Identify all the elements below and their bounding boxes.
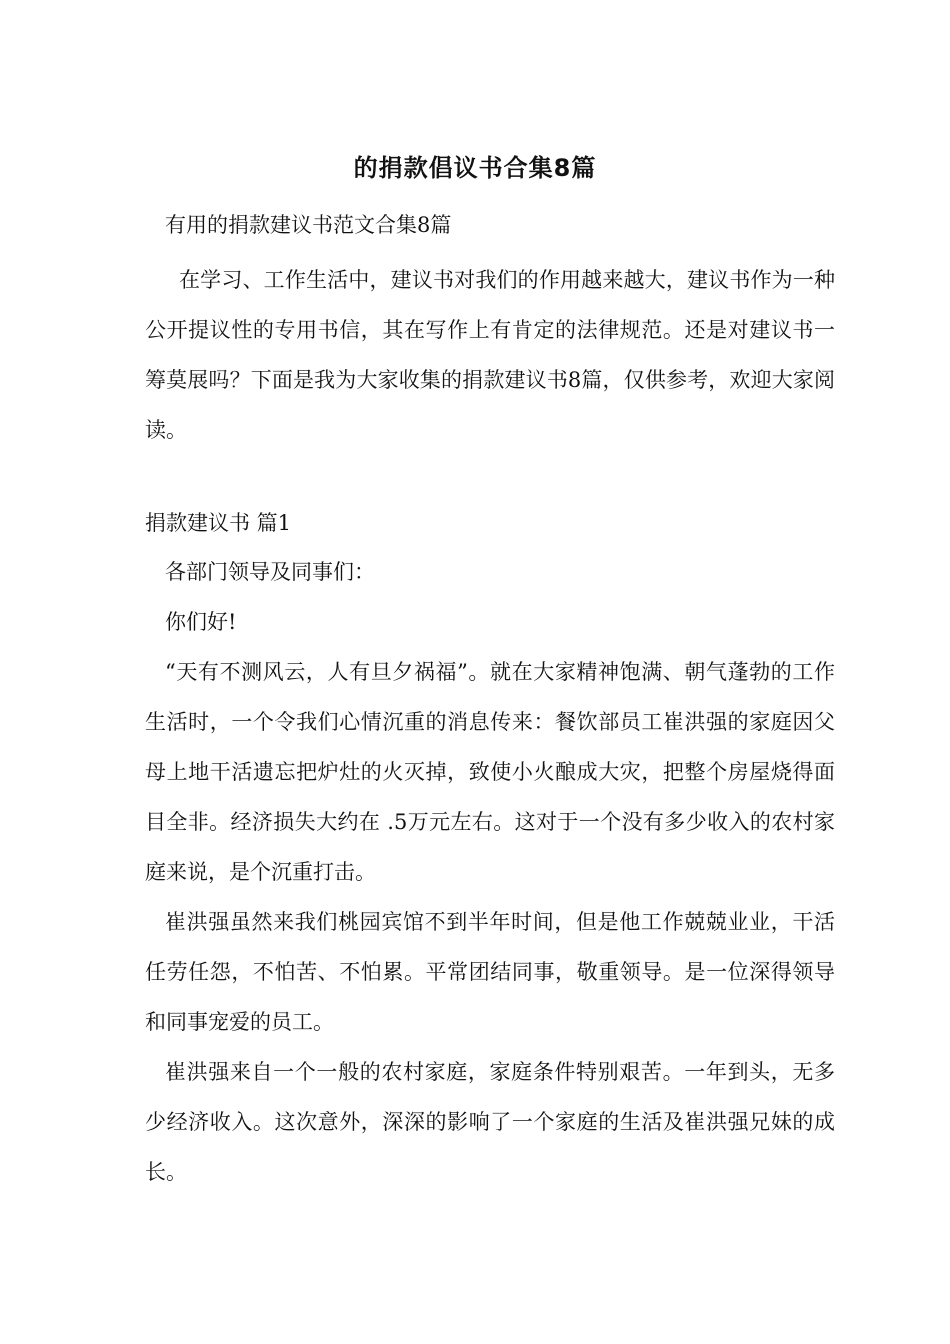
body-paragraph-3: 崔洪强来自一个一般的农村家庭，家庭条件特别艰苦。一年到头，无多少经济收入。这次意外，深深的影响了一个家庭的生活及崔洪强兄妹的成长。 [145, 1060, 835, 1184]
document-subtitle: 有用的捐款建议书范文合集8篇 [165, 213, 452, 237]
section-heading: 捐款建议书 篇1 [145, 511, 292, 535]
document-title: 的捐款倡议书合集8篇 [353, 154, 597, 182]
salutation: 各部门领导及同事们： [165, 560, 375, 584]
intro-paragraph: 在学习、工作生活中，建议书对我们的作用越来越大，建议书作为一种公开提议性的专用书信，其在写作上有肯定的法律规范。还是对建议书一筹莫展吗？下面是我为大家收集的捐款建议书8篇，仅供参考，欢迎大家阅读。 [145, 268, 835, 442]
body-paragraph-1: “天有不测风云，人有旦夕祸福”。就在大家精神饱满、朝气蓬勃的工作生活时，一个令我们心情沉重的消息传来：餐饮部员工崔洪强的家庭因父母上地干活遗忘把炉灶的火灭掉，致使小火酿成大灾，把整个房屋烧得面目全非。经济损失大约在 .5万元左右。这对于一个没有多少收入的农村家庭来说，是个沉重打击。 [145, 660, 835, 884]
body-paragraph-2: 崔洪强虽然来我们桃园宾馆不到半年时间，但是他工作兢兢业业，干活任劳任怨，不怕苦、不怕累。平常团结同事，敬重领导。是一位深得领导和同事宠爱的员工。 [145, 910, 835, 1034]
greeting: 你们好! [165, 610, 237, 634]
